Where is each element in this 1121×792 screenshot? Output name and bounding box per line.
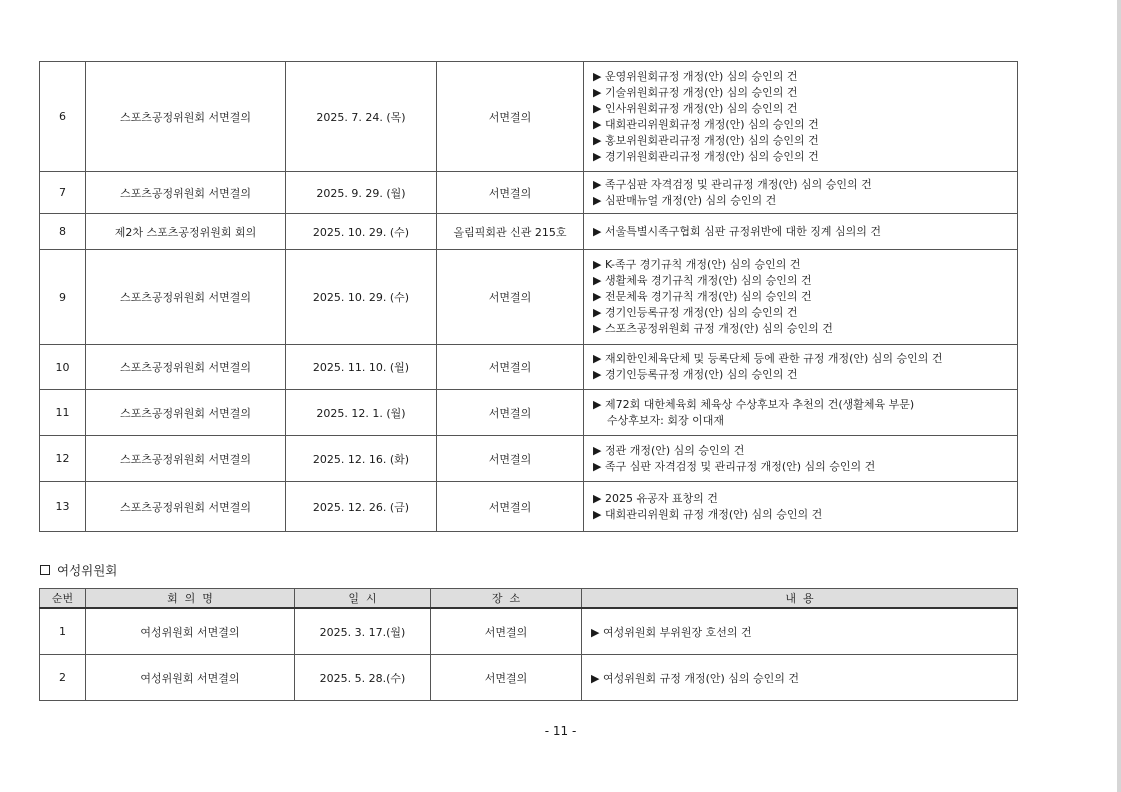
meeting-name: 스포츠공정위원회 서면결의 [86, 345, 286, 390]
table-row [40, 62, 1018, 172]
meeting-date: 2025. 7. 24. (목) [286, 62, 437, 172]
meeting-date: 2025. 12. 26. (금) [286, 482, 437, 532]
meeting-place: 서면결의 [431, 608, 582, 655]
section-title-women-committee [40, 561, 117, 579]
row-number: 6 [40, 62, 86, 172]
header-content: 내 용 [582, 589, 1018, 609]
meeting-name: 스포츠공정위원회 서면결의 [86, 250, 286, 345]
meeting-name: 스포츠공정위원회 서면결의 [86, 172, 286, 214]
meeting-content [584, 214, 1018, 250]
meeting-content: ▶ 여성위원회 규정 개정(안) 심의 승인의 건 [582, 655, 1018, 701]
meeting-name: 스포츠공정위원회 서면결의 [86, 390, 286, 436]
meeting-place: 서면결의 [437, 62, 584, 172]
meeting-content [584, 250, 1018, 345]
row-number: 8 [40, 214, 86, 250]
meeting-content [584, 436, 1018, 482]
row-number: 9 [40, 250, 86, 345]
table-row [40, 214, 1018, 250]
meeting-place: 서면결의 [437, 436, 584, 482]
meeting-date: 2025. 10. 29. (수) [286, 250, 437, 345]
meeting-content: ▶ 여성위원회 부위원장 호선의 건 [582, 608, 1018, 655]
meeting-content [584, 345, 1018, 390]
meeting-place: 서면결의 [437, 482, 584, 532]
meeting-name: 여성위원회 서면결의 [86, 655, 295, 701]
meeting-content [584, 172, 1018, 214]
content-line: ▶ 스포츠공정위원회 규정 개정(안) 심의 승인의 건 [593, 322, 833, 335]
table-row [40, 172, 1018, 214]
sports-committee-table [39, 61, 1018, 532]
header-date: 일 시 [295, 589, 431, 609]
content-line: ▶ 운영위원회규정 개정(안) 심의 승인의 건 [593, 69, 798, 83]
meeting-date: 2025. 11. 10. (월) [286, 345, 437, 390]
content-line: ▶ 심판매뉴얼 개정(안) 심의 승인의 건 [593, 193, 777, 207]
table-row [40, 655, 1018, 701]
content-line: ▶ 경기위원회관리규정 개정(안) 심의 승인의 건 [593, 149, 819, 163]
content-line: ▶ 홍보위원회관리규정 개정(안) 심의 승인의 건 [593, 133, 819, 147]
meeting-content [584, 62, 1018, 172]
row-number: 10 [40, 345, 86, 390]
meeting-name: 스포츠공정위원회 서면결의 [86, 482, 286, 532]
row-number: 2 [40, 655, 86, 701]
meeting-date: 2025. 3. 17.(월) [295, 608, 431, 655]
content-line: ▶ 정관 개정(안) 심의 승인의 건 [593, 443, 745, 457]
meeting-name: 스포츠공정위원회 서면결의 [86, 436, 286, 482]
meeting-name: 스포츠공정위원회 서면결의 [86, 62, 286, 172]
meeting-place: 서면결의 [437, 345, 584, 390]
table-row [40, 345, 1018, 390]
content-line: ▶ 대회관리위원회 규정 개정(안) 심의 승인의 건 [593, 507, 823, 521]
meeting-place: 서면결의 [437, 250, 584, 345]
header-place: 장 소 [431, 589, 582, 609]
content-line: ▶ K-족구 경기규칙 개정(안) 심의 승인의 건 [593, 258, 801, 271]
meeting-date: 2025. 5. 28.(수) [295, 655, 431, 701]
table-row [40, 390, 1018, 436]
content-line: ▶ 생활체육 경기규칙 개정(안) 심의 승인의 건 [593, 274, 812, 287]
table-row [40, 608, 1018, 655]
meeting-date: 2025. 12. 16. (화) [286, 436, 437, 482]
header-name: 회 의 명 [86, 589, 295, 609]
content-line: ▶ 인사위원회규정 개정(안) 심의 승인의 건 [593, 101, 798, 115]
row-number: 12 [40, 436, 86, 482]
meeting-date: 2025. 9. 29. (월) [286, 172, 437, 214]
table-row [40, 482, 1018, 532]
content-line: ▶ 족구심판 자격검정 및 관리규정 개정(안) 심의 승인의 건 [593, 177, 872, 191]
meeting-content [584, 482, 1018, 532]
meeting-content [584, 390, 1018, 436]
meeting-name: 제2차 스포츠공정위원회 회의 [86, 214, 286, 250]
row-number: 13 [40, 482, 86, 532]
content-line: ▶ 경기인등록규정 개정(안) 심의 승인의 건 [593, 306, 798, 319]
content-line: ▶ 재외한인체육단체 및 등록단체 등에 관한 규정 개정(안) 심의 승인의 건 [593, 352, 943, 365]
meeting-date: 2025. 10. 29. (수) [286, 214, 437, 250]
table-row [40, 436, 1018, 482]
content-line: ▶ 제72회 대한체육회 체육상 수상후보자 추천의 건(생활체육 부문) [593, 397, 915, 411]
section-title-text: 여성위원회 [57, 563, 118, 578]
content-line: ▶ 전문체육 경기규칙 개정(안) 심의 승인의 건 [593, 290, 812, 303]
header-row [40, 589, 1018, 609]
meeting-place: 서면결의 [437, 172, 584, 214]
content-line: ▶ 경기인등록규정 개정(안) 심의 승인의 건 [593, 368, 798, 381]
page-edge-shadow [1117, 0, 1121, 792]
content-line: ▶ 2025 유공자 표창의 건 [593, 491, 718, 505]
square-bullet-icon [40, 565, 50, 575]
meeting-date: 2025. 12. 1. (월) [286, 390, 437, 436]
header-no: 순번 [40, 589, 86, 609]
content-line: 수상후보자: 회장 이대재 [593, 413, 724, 427]
meeting-place: 서면결의 [437, 390, 584, 436]
table-row [40, 250, 1018, 345]
meeting-name: 여성위원회 서면결의 [86, 608, 295, 655]
row-number: 11 [40, 390, 86, 436]
content-line: ▶ 서울특별시족구협회 심판 규정위반에 대한 징계 심의의 건 [593, 224, 881, 238]
page-number: - 11 - [544, 724, 577, 738]
content-line: ▶ 대회관리위원회규정 개정(안) 심의 승인의 건 [593, 117, 819, 131]
content-line: ▶ 족구 심판 자격검정 및 관리규정 개정(안) 심의 승인의 건 [593, 459, 876, 473]
meeting-place: 서면결의 [431, 655, 582, 701]
row-number: 7 [40, 172, 86, 214]
content-line: ▶ 기술위원회규정 개정(안) 심의 승인의 건 [593, 85, 798, 99]
women-committee-table [39, 588, 1018, 701]
meeting-place: 올림픽회관 신관 215호 [437, 214, 584, 250]
row-number: 1 [40, 608, 86, 655]
